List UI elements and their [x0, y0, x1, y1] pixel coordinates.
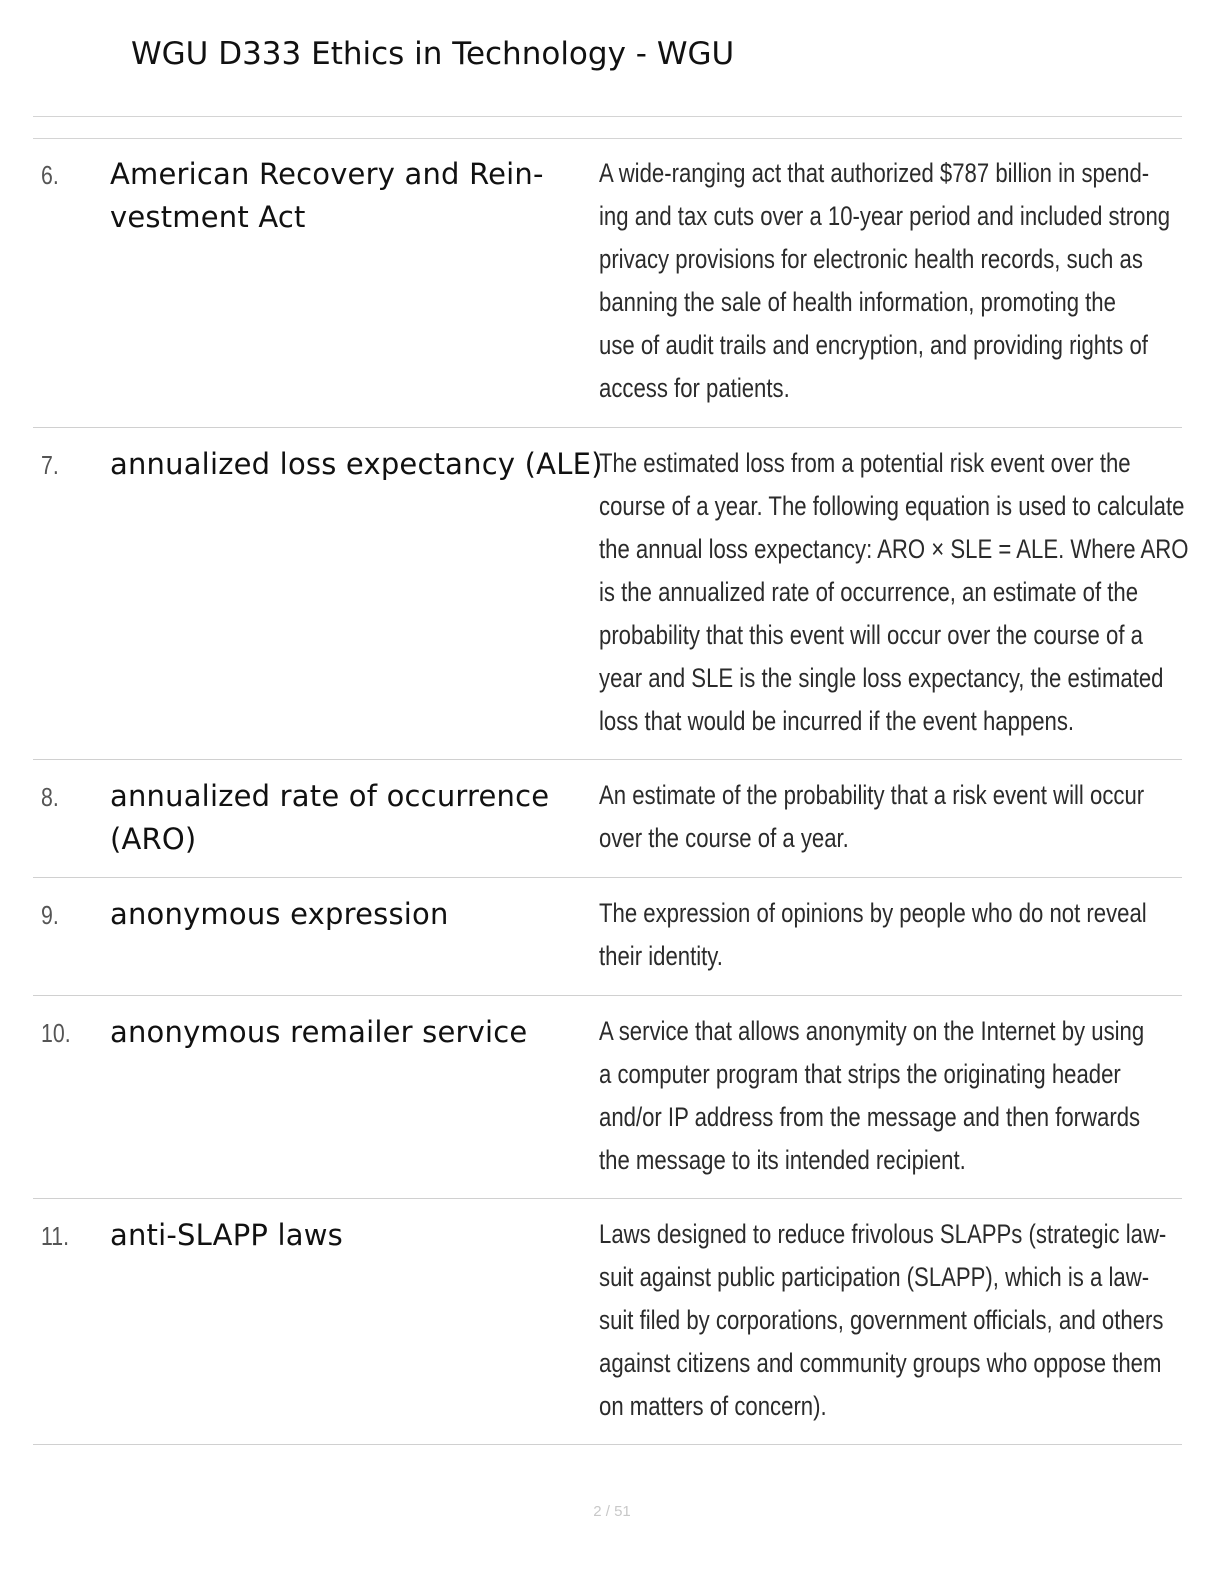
entry-term	[110, 153, 610, 239]
definition-line: course of a year. The following equation is used to calculate	[599, 491, 1185, 521]
definition-line: An estimate of the probability that a risk event will occur	[599, 780, 1145, 810]
entry-definition	[599, 442, 1189, 743]
definition-line: probability that this event will occur over the course of a	[599, 620, 1143, 650]
definition-line: their identity.	[599, 941, 723, 971]
entry-number: 8.	[41, 782, 59, 812]
definition-line: is the annualized rate of occurrence, an estimate of the	[599, 577, 1139, 607]
definition-line: loss that would be incurred if the event happens.	[599, 706, 1075, 736]
definition-line: use of audit trails and encryption, and providing rights of	[599, 330, 1148, 360]
definition-line: A wide-ranging act that authorized $787 billion in spend-	[599, 158, 1150, 188]
entry-definition	[599, 152, 1186, 410]
entry-definition	[599, 774, 1186, 860]
term-line: anti-SLAPP laws	[110, 1218, 343, 1252]
definition-line: privacy provisions for electronic health records, such as	[599, 244, 1143, 274]
entry-definition	[599, 1213, 1186, 1428]
definition-line: ing and tax cuts over a 10-year period and included strong	[599, 201, 1171, 231]
entry-term	[110, 775, 610, 861]
header-divider	[33, 116, 1182, 117]
definition-line: Laws designed to reduce frivolous SLAPPs (strategic law-	[599, 1219, 1167, 1249]
entry-term	[110, 1214, 610, 1257]
definition-line: The estimated loss from a potential risk event over the	[599, 448, 1131, 478]
entry-number: 7.	[41, 450, 59, 480]
term-line: anonymous expression	[110, 897, 449, 931]
glossary-entry	[33, 138, 1182, 428]
term-line: annualized rate of occurrence	[110, 779, 550, 813]
glossary-entry	[33, 1199, 1182, 1445]
term-line: anonymous remailer service	[110, 1015, 528, 1049]
definition-line: A service that allows anonymity on the Internet by using	[599, 1016, 1145, 1046]
definition-line: year and SLE is the single loss expectancy, the estimated	[599, 663, 1164, 693]
entry-definition	[599, 1010, 1186, 1182]
term-line: American Recovery and Rein-	[110, 157, 544, 191]
definition-line: and/or IP address from the message and then forwards	[599, 1102, 1141, 1132]
term-line: annualized loss expectancy (ALE)	[110, 447, 603, 481]
definition-line: access for patients.	[599, 373, 790, 403]
glossary-entry	[33, 428, 1189, 760]
entry-number: 6.	[41, 160, 59, 190]
term-line: (ARO)	[110, 822, 197, 856]
definition-line: The expression of opinions by people who do not reveal	[599, 898, 1147, 928]
definition-line: the message to its intended recipient.	[599, 1145, 966, 1175]
entry-number: 9.	[41, 900, 59, 930]
glossary-entry	[33, 878, 1182, 996]
entry-term	[110, 1011, 610, 1054]
definition-line: a computer program that strips the originating header	[599, 1059, 1121, 1089]
glossary-entry	[33, 760, 1182, 878]
term-line: vestment Act	[110, 200, 306, 234]
definition-line: over the course of a year.	[599, 823, 849, 853]
glossary-entry	[33, 996, 1182, 1199]
definition-line: suit filed by corporations, government officials, and others	[599, 1305, 1164, 1335]
document-title: WGU D333 Ethics in Technology - WGU	[131, 36, 735, 72]
page-number: 2 / 51	[593, 1503, 631, 1520]
definition-line: against citizens and community groups who oppose them	[599, 1348, 1162, 1378]
entry-number: 10.	[41, 1018, 71, 1048]
definition-line: suit against public participation (SLAPP), which is a law-	[599, 1262, 1150, 1292]
entry-number: 11.	[41, 1221, 70, 1251]
entry-term	[110, 443, 670, 486]
definition-line: banning the sale of health information, promoting the	[599, 287, 1116, 317]
entry-definition	[599, 892, 1186, 978]
entry-term	[110, 893, 610, 936]
glossary-list	[33, 138, 1189, 1445]
definition-line: on matters of concern).	[599, 1391, 827, 1421]
definition-line: the annual loss expectancy: ARO × SLE = ALE. Where ARO	[599, 534, 1189, 564]
